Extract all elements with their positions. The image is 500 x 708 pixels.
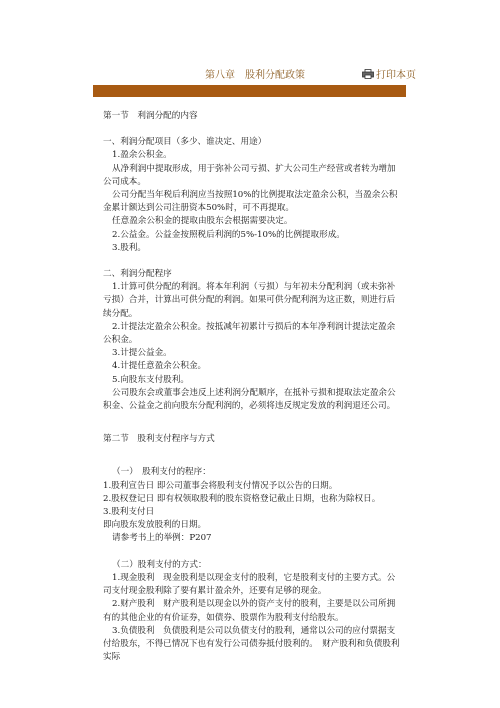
paragraph: 3.股利。 [112,242,146,253]
paragraph: 1.盈余公积金。 [112,150,172,161]
paragraph: 2.公益金。公益金按照税后利润的5%-10%的比例提取形成。 [112,229,345,240]
document-body [103,110,403,664]
paragraph: 2.股权登记日 即有权领取股利的股东资格登记截止日期，也称为除权日。 [103,493,381,504]
subsection-heading: （二）股利支付的方式： [112,559,207,570]
print-page-link[interactable] [362,66,416,81]
header-divider-bar [93,85,406,97]
paragraph: 请参考书上的举例：P207 [112,533,212,544]
paragraph: 从净利润中提取形成，用于弥补公司亏损、扩大公司生产经营或者转为增加公司成本。 [103,163,396,187]
subsection-heading: 一、利润分配项目（多少、谁决定、用途） [103,137,267,148]
chapter-title: 第八章 股利分配政策 [205,70,305,81]
subsection-heading: （一） 股利支付的程序： [112,467,211,478]
paragraph: 4.计提任意盈余公积金。 [112,361,207,372]
paragraph: 即向股东发放股利的日期。 [103,520,207,531]
paragraph: 3.负债股利 负债股利是公司以负债支付的股利，通常以公司的应付票据支付给股东，不得已情况下也有发行公司债券抵付股利的。 财产股利和负债股利实际 [103,625,400,663]
paragraph: 1.计算可供分配的利润。将本年利润（亏损）与年初未分配利润（或未弥补亏损）合并，计算出可供分配的利润。如果可供分配利润为这正数，则进行后续分配。 [103,282,396,319]
section-title: 第二节 股利支付程序与方式 [103,434,215,445]
paragraph: 任意盈余公积金的提取由股东会根据需要决定。 [112,216,293,227]
paragraph: 公司股东会或董事会违反上述利润分配顺序，在抵补亏损和提取法定盈余公积金、公益金之前向股东分配利润的，必须将违反规定发放的利润退还公司。 [103,387,396,412]
section-title: 第一节 利润分配的内容 [103,111,198,121]
paragraph: 公司分配当年税后利润应当按照10%的比例提取法定盈余公积，当盈余公积金累计额达到公司注册资本50%时，可不再提取。 [103,190,398,214]
paragraph: 3.计提公益金。 [112,348,172,359]
printer-icon [362,69,374,79]
paragraph: 1.现金股利 现金股利是以现金支付的股利，它是股利支付的主要方式。公司支付现金股利除了要有累计盈余外，还要有足够的现金。 [103,572,396,597]
paragraph: 1.股利宣告日 即公司董事会将股利支付情况予以公告的日期。 [103,480,338,491]
subsection-heading: 二、利润分配程序 [103,269,172,280]
print-page-label: 打印本页 [376,70,416,81]
paragraph: 3.股利支付日 [103,507,155,518]
paragraph: 2.财产股利 财产股利是以现金以外的资产支付的股利，主要是以公司所拥有的其他企业的有价证券，如债券、股票作为股利支付给股东。 [103,599,396,623]
paragraph: 5.向股东支付股利。 [112,374,189,385]
page-header [0,66,500,82]
paragraph: 2.计提法定盈余公积金。按抵减年初累计亏损后的本年净利润计提法定盈余公积金。 [103,321,396,346]
